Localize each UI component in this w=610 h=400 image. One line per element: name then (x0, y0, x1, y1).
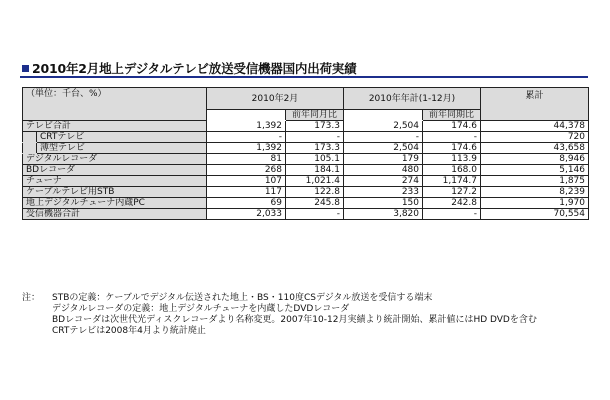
cell-ytd: 233 (344, 187, 423, 198)
note-line: 注： STBの定義：ケーブルでデジタル伝送された地上・BS・110度CSデジタル放送を受信する端末 (22, 293, 433, 303)
cell-feb-yoy: 105.1 (286, 154, 344, 165)
cell-ytd-yoy: 168.0 (423, 165, 481, 176)
row-label: BDレコーダ (23, 165, 207, 176)
unit-label: （単位：千台、%） (23, 88, 207, 121)
header-feb-yoy: 前年同月比 (286, 110, 344, 121)
cell-ytd-yoy: 174.6 (423, 121, 481, 132)
note-line: CRTテレビは2008年4月より統計廃止 (52, 326, 206, 336)
table-row (23, 187, 589, 198)
cell-feb-yoy: 1,021.4 (286, 176, 344, 187)
table-row (23, 198, 589, 209)
table-row (23, 132, 589, 143)
cell-feb-yoy: 245.8 (286, 198, 344, 209)
cell-feb: 2,033 (207, 209, 286, 220)
cell-feb-yoy: - (286, 132, 344, 143)
cell-ytd-yoy: 127.2 (423, 187, 481, 198)
note-line: BDレコーダは次世代光ディスクレコーダより名称変更。2007年10-12月実績より統計開始、累計値にはHD DVDを含む (52, 315, 537, 325)
cell-ytd-yoy: 1,174.7 (423, 176, 481, 187)
cell-ytd: 3,820 (344, 209, 423, 220)
indent-cell (23, 132, 37, 143)
cell-cumulative: 44,378 (481, 121, 589, 132)
table-row (23, 209, 589, 220)
cell-cumulative: 1,970 (481, 198, 589, 209)
cell-ytd: 2,504 (344, 121, 423, 132)
cell-feb: 1,392 (207, 121, 286, 132)
cell-feb: 1,392 (207, 143, 286, 154)
cell-feb: 268 (207, 165, 286, 176)
cell-feb-yoy: 122.8 (286, 187, 344, 198)
cell-cumulative: 70,554 (481, 209, 589, 220)
row-label: 受信機器合計 (23, 209, 207, 220)
cell-feb: 117 (207, 187, 286, 198)
cell-feb: 81 (207, 154, 286, 165)
cell-cumulative: 8,239 (481, 187, 589, 198)
shipment-table (22, 87, 589, 220)
table-row (23, 121, 589, 132)
cell-ytd-yoy: 174.6 (423, 143, 481, 154)
row-label: チューナ (23, 176, 207, 187)
cell-cumulative: 8,946 (481, 154, 589, 165)
note-line: デジタルレコーダの定義：地上デジタルチューナを内蔵したDVDレコーダ (52, 304, 350, 314)
cell-ytd: 480 (344, 165, 423, 176)
row-label: 地上デジタルチューナ内蔵PC (23, 198, 207, 209)
cell-ytd: 179 (344, 154, 423, 165)
cell-feb: - (207, 132, 286, 143)
cell-ytd-yoy: - (423, 132, 481, 143)
cell-ytd-yoy: 113.9 (423, 154, 481, 165)
notes (22, 293, 537, 337)
row-label: テレビ合計 (23, 121, 207, 132)
table-row (23, 143, 589, 154)
indent-cell (23, 143, 37, 154)
cell-feb-yoy: 173.3 (286, 121, 344, 132)
cell-feb-yoy: 184.1 (286, 165, 344, 176)
square-bullet-icon (22, 65, 29, 72)
cell-cumulative: 720 (481, 132, 589, 143)
header-ytd-units-blank (344, 110, 423, 121)
row-label: CRTテレビ (37, 132, 207, 143)
table-row (23, 176, 589, 187)
cell-ytd: 2,504 (344, 143, 423, 154)
row-label: 薄型テレビ (37, 143, 207, 154)
row-label: ケーブルテレビ用STB (23, 187, 207, 198)
header-feb: 2010年2月 (207, 88, 344, 110)
title-underline (20, 76, 588, 78)
table-row (23, 154, 589, 165)
table-row (23, 165, 589, 176)
cell-ytd: - (344, 132, 423, 143)
cell-feb: 69 (207, 198, 286, 209)
note-mark: 注： (22, 293, 41, 303)
header-feb-units-blank (207, 110, 286, 121)
header-ytd-yoy: 前年同期比 (423, 110, 481, 121)
cell-feb-yoy: - (286, 209, 344, 220)
cell-ytd-yoy: 242.8 (423, 198, 481, 209)
page-title: 2010年2月地上デジタルテレビ放送受信機器国内出荷実績 (22, 59, 356, 77)
cell-feb-yoy: 173.3 (286, 143, 344, 154)
cell-ytd: 150 (344, 198, 423, 209)
header-cumulative: 累計 (481, 88, 589, 121)
cell-cumulative: 5,146 (481, 165, 589, 176)
header-ytd: 2010年年計(1-12月) (344, 88, 481, 110)
cell-feb: 107 (207, 176, 286, 187)
table-body (23, 88, 589, 220)
row-label: デジタルレコーダ (23, 154, 207, 165)
cell-ytd-yoy: - (423, 209, 481, 220)
header-row (23, 88, 589, 110)
cell-ytd: 274 (344, 176, 423, 187)
cell-cumulative: 43,658 (481, 143, 589, 154)
cell-cumulative: 1,875 (481, 176, 589, 187)
